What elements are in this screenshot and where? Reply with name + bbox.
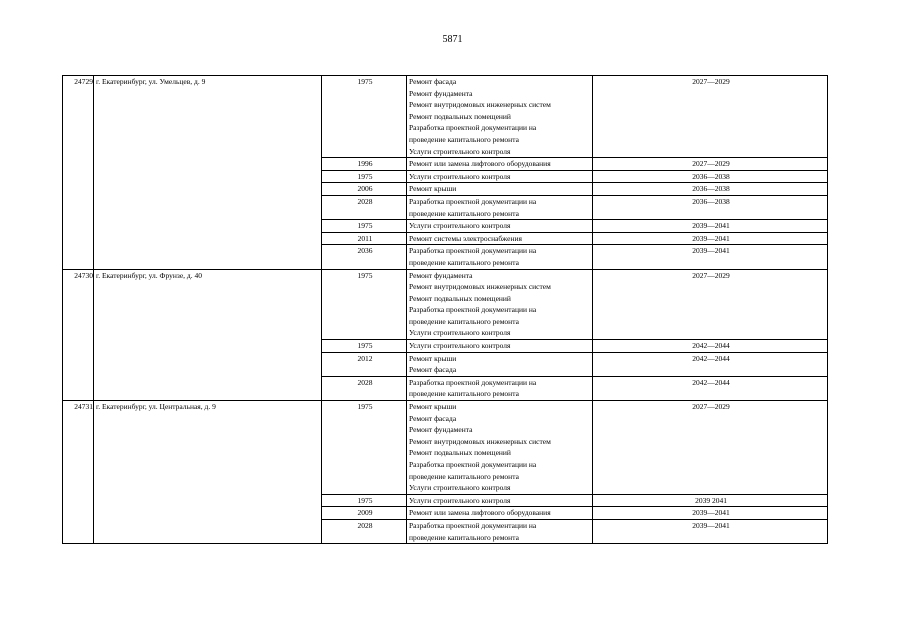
- work-item: Разработка проектной документации на: [409, 123, 537, 133]
- address-cell: г. Екатеринбург, ул. Умельцев, д. 9: [94, 76, 322, 270]
- work-item: Ремонт фасада: [409, 365, 457, 375]
- period-cell: 2039—2041: [593, 245, 828, 269]
- work-item: Ремонт внутридомовых инженерных систем: [409, 282, 551, 292]
- period-cell: 2036—2038: [593, 195, 828, 219]
- year-cell: 1996: [322, 158, 407, 171]
- work-item: Услуги строительного контроля: [409, 495, 511, 505]
- work-item: проведение капитального ремонта: [409, 134, 519, 144]
- work-item: Ремонт подвальных помещений: [409, 448, 511, 458]
- year-cell: 1975: [322, 76, 407, 158]
- year-cell: 1975: [322, 494, 407, 507]
- works-cell: [407, 183, 593, 196]
- period-cell: 2039—2041: [593, 232, 828, 245]
- period-cell: 2039—2041: [593, 507, 828, 520]
- work-item: Услуги строительного контроля: [409, 328, 511, 338]
- year-cell: 1975: [322, 340, 407, 353]
- works-cell: [407, 195, 593, 219]
- year-cell: 1975: [322, 269, 407, 340]
- period-cell: 2027—2029: [593, 158, 828, 171]
- work-item: проведение капитального ремонта: [409, 532, 519, 542]
- work-item: Услуги строительного контроля: [409, 341, 511, 351]
- works-cell: [407, 507, 593, 520]
- page-number: 5871: [442, 34, 463, 45]
- period-cell: 2027—2029: [593, 401, 828, 495]
- works-cell: [407, 494, 593, 507]
- work-item: Разработка проектной документации на: [409, 196, 537, 206]
- works-cell: [407, 232, 593, 245]
- work-item: Ремонт подвальных помещений: [409, 111, 511, 121]
- work-item: Услуги строительного контроля: [409, 483, 511, 493]
- year-cell: 2028: [322, 376, 407, 400]
- house-id-cell: 24731: [63, 401, 94, 544]
- works-cell: [407, 245, 593, 269]
- table-row: [63, 76, 828, 158]
- works-cell: [407, 220, 593, 233]
- period-cell: 2039—2041: [593, 519, 828, 543]
- work-item: Разработка проектной документации на: [409, 460, 537, 469]
- work-item: Ремонт крыши: [409, 353, 457, 363]
- work-item: Ремонт системы электроснабжения: [409, 233, 522, 243]
- works-cell: [407, 158, 593, 171]
- period-cell: 2027—2029: [593, 269, 828, 340]
- work-item: проведение капитального ремонта: [409, 257, 519, 267]
- work-item: Ремонт внутридомовых инженерных систем: [409, 100, 551, 110]
- works-cell: [407, 401, 593, 495]
- works-cell: [407, 519, 593, 543]
- work-item: Ремонт крыши: [409, 402, 457, 412]
- year-cell: 1975: [322, 220, 407, 233]
- period-cell: 2039—2041: [593, 220, 828, 233]
- works-cell: [407, 170, 593, 183]
- work-item: Ремонт крыши: [409, 184, 457, 194]
- work-item: Услуги строительного контроля: [409, 171, 511, 181]
- address-cell: г. Екатеринбург, ул. Центральная, д. 9: [94, 401, 322, 544]
- year-cell: 2009: [322, 507, 407, 520]
- year-cell: 2012: [322, 352, 407, 376]
- work-item: Ремонт фундамента: [409, 88, 473, 98]
- table-row: [63, 269, 828, 340]
- year-cell: 1975: [322, 170, 407, 183]
- work-item: Ремонт фундамента: [409, 270, 473, 280]
- work-item: Разработка проектной документации на: [409, 377, 537, 387]
- work-item: Услуги строительного контроля: [409, 146, 511, 156]
- work-item: Разработка проектной документации на: [409, 305, 537, 315]
- work-item: Ремонт фундамента: [409, 425, 473, 435]
- address-cell: г. Екатеринбург, ул. Фрунзе, д. 40: [94, 269, 322, 401]
- work-item: проведение капитального ремонта: [409, 316, 519, 326]
- work-item: Ремонт внутридомовых инженерных систем: [409, 436, 551, 446]
- work-item: Ремонт или замена лифтового оборудования: [409, 159, 551, 169]
- work-item: проведение капитального ремонта: [409, 208, 519, 218]
- year-cell: 2011: [322, 232, 407, 245]
- work-item: Ремонт фасада: [409, 413, 457, 423]
- capital-repair-table: [62, 75, 828, 544]
- work-item: Ремонт или замена лифтового оборудования: [409, 508, 551, 518]
- work-item: Ремонт фасада: [409, 77, 457, 86]
- work-item: проведение капитального ремонта: [409, 471, 519, 481]
- work-item: проведение капитального ремонта: [409, 389, 519, 399]
- work-item: Разработка проектной документации на: [409, 246, 537, 256]
- work-item: Ремонт подвальных помещений: [409, 293, 511, 303]
- period-cell: 2042—2044: [593, 352, 828, 376]
- period-cell: 2042—2044: [593, 376, 828, 400]
- period-cell: 2036—2038: [593, 183, 828, 196]
- work-item: Услуги строительного контроля: [409, 221, 511, 231]
- year-cell: 2006: [322, 183, 407, 196]
- house-id-cell: 24729: [63, 76, 94, 270]
- year-cell: 2036: [322, 245, 407, 269]
- year-cell: 1975: [322, 401, 407, 495]
- works-cell: [407, 376, 593, 400]
- period-cell: 2042—2044: [593, 340, 828, 353]
- works-cell: [407, 76, 593, 158]
- period-cell: 2036—2038: [593, 170, 828, 183]
- work-item: Разработка проектной документации на: [409, 520, 537, 530]
- works-cell: [407, 352, 593, 376]
- works-cell: [407, 340, 593, 353]
- works-cell: [407, 269, 593, 340]
- period-cell: 2027—2029: [593, 76, 828, 158]
- table-row: [63, 401, 828, 495]
- house-id-cell: 24730: [63, 269, 94, 401]
- period-cell: 2039 2041: [593, 494, 828, 507]
- year-cell: 2028: [322, 195, 407, 219]
- year-cell: 2028: [322, 519, 407, 543]
